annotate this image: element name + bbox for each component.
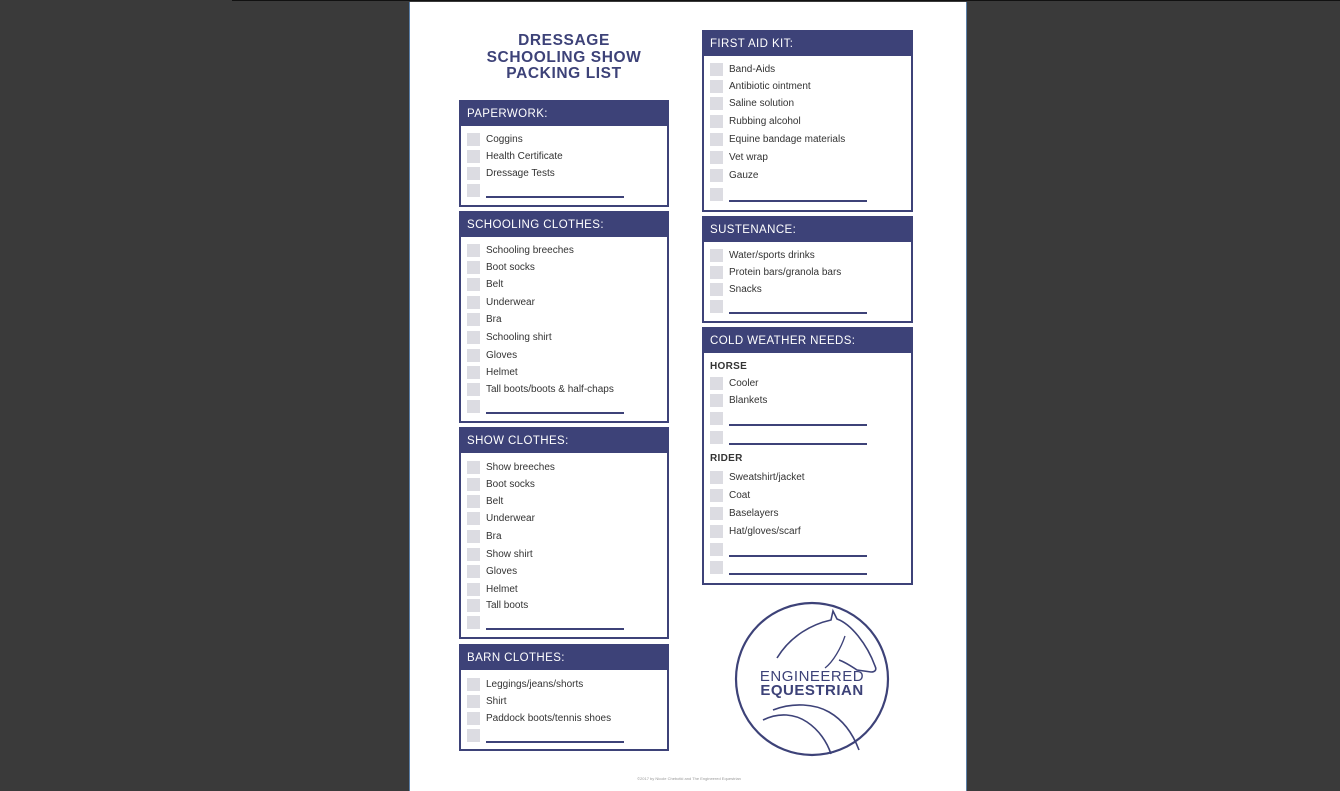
checkbox[interactable] (467, 296, 480, 309)
item-label: Gloves (486, 350, 518, 361)
item-label: Schooling breeches (486, 245, 574, 256)
checkbox[interactable] (467, 495, 480, 508)
checkbox[interactable] (710, 97, 723, 110)
checkbox[interactable] (467, 366, 480, 379)
write-in-line[interactable] (729, 555, 867, 557)
checkbox[interactable] (467, 478, 480, 491)
checkbox[interactable] (710, 394, 723, 407)
item-label: Belt (486, 279, 504, 290)
checkbox[interactable] (467, 184, 480, 197)
item-label: Sweatshirt/jacket (729, 472, 805, 483)
checkbox[interactable] (710, 188, 723, 201)
checkbox[interactable] (467, 331, 480, 344)
section-show-clothes (459, 427, 669, 639)
write-in-line[interactable] (729, 573, 867, 575)
checkbox[interactable] (710, 63, 723, 76)
checkbox[interactable] (467, 349, 480, 362)
checkbox[interactable] (467, 244, 480, 257)
title-line-1: DRESSAGE (518, 32, 610, 49)
write-in-line[interactable] (486, 628, 624, 630)
write-in-line[interactable] (729, 424, 867, 426)
item-label: Rubbing alcohol (729, 116, 801, 127)
item-label: Underwear (486, 297, 535, 308)
item-label: Tall boots/boots & half-chaps (486, 384, 614, 395)
checkbox[interactable] (467, 512, 480, 525)
checkbox[interactable] (467, 530, 480, 543)
write-in-line[interactable] (486, 741, 624, 743)
item-label: Leggings/jeans/shorts (486, 679, 584, 690)
checkbox[interactable] (710, 80, 723, 93)
item-label: Bra (486, 531, 502, 542)
checkbox[interactable] (467, 695, 480, 708)
section-heading: SUSTENANCE: (704, 218, 911, 242)
section-heading: PAPERWORK: (461, 102, 667, 126)
checkbox[interactable] (467, 150, 480, 163)
subheading-rider: RIDER (710, 453, 743, 464)
item-label: Baselayers (729, 508, 779, 519)
item-label: Cooler (729, 378, 759, 389)
item-label: Gloves (486, 566, 518, 577)
checkbox[interactable] (467, 599, 480, 612)
title-line-3: PACKING LIST (506, 65, 622, 82)
checkbox[interactable] (710, 525, 723, 538)
write-in-line[interactable] (729, 312, 867, 314)
checkbox[interactable] (710, 507, 723, 520)
item-label: Band-Aids (729, 64, 776, 75)
checkbox[interactable] (710, 431, 723, 444)
checkbox[interactable] (467, 548, 480, 561)
checkbox[interactable] (467, 133, 480, 146)
write-in-line[interactable] (486, 412, 624, 414)
section-first-aid-kit (702, 30, 913, 212)
section-barn-clothes (459, 644, 669, 751)
checkbox[interactable] (467, 261, 480, 274)
checkbox[interactable] (710, 266, 723, 279)
item-label: Equine bandage materials (729, 134, 846, 145)
item-label: Helmet (486, 367, 518, 378)
item-label: Coat (729, 490, 751, 501)
checkbox[interactable] (710, 283, 723, 296)
checkbox[interactable] (710, 412, 723, 425)
checkbox[interactable] (467, 583, 480, 596)
section-heading: SCHOOLING CLOTHES: (461, 213, 667, 237)
checkbox[interactable] (710, 169, 723, 182)
item-label: Paddock boots/tennis shoes (486, 713, 612, 724)
logo-text-line1: ENGINEERED (759, 668, 865, 685)
write-in-line[interactable] (729, 200, 867, 202)
logo-text-line2: EQUESTRIAN (760, 682, 864, 699)
item-label: Belt (486, 496, 504, 507)
rider-arm-outline (763, 715, 831, 754)
checkbox[interactable] (710, 151, 723, 164)
checkbox[interactable] (467, 565, 480, 578)
rider-hand-outline (773, 705, 859, 750)
item-label: Protein bars/granola bars (729, 267, 842, 278)
item-label: Blankets (729, 395, 768, 406)
item-label: Boot socks (486, 262, 535, 273)
item-label: Boot socks (486, 479, 535, 490)
checkbox[interactable] (467, 313, 480, 326)
checkbox[interactable] (710, 561, 723, 574)
item-label: Snacks (729, 284, 762, 295)
checkbox[interactable] (710, 543, 723, 556)
checkbox[interactable] (467, 278, 480, 291)
item-label: Dressage Tests (486, 168, 555, 179)
item-label: Helmet (486, 584, 518, 595)
write-in-line[interactable] (729, 443, 867, 445)
subheading-horse: HORSE (710, 361, 748, 372)
viewer-top-edge (232, 0, 1340, 1)
section-heading: BARN CLOTHES: (461, 646, 667, 670)
copyright-footer: ©2017 by Nicole Chebotki and The Engineered Equestrian (637, 776, 741, 781)
item-label: Gauze (729, 170, 759, 181)
section-sustenance (702, 216, 913, 323)
checkbox[interactable] (710, 300, 723, 313)
checkbox[interactable] (710, 133, 723, 146)
section-paperwork (459, 100, 669, 207)
item-label: Health Certificate (486, 151, 563, 162)
section-cold-weather-needs (702, 327, 913, 585)
item-label: Show shirt (486, 549, 533, 560)
title-line-2: SCHOOLING SHOW (486, 48, 642, 66)
item-label: Hat/gloves/scarf (729, 526, 801, 537)
item-label: Tall boots (486, 600, 529, 611)
section-schooling-clothes (459, 211, 669, 423)
checkbox[interactable] (467, 383, 480, 396)
item-label: Vet wrap (729, 152, 768, 163)
checkbox[interactable] (467, 678, 480, 691)
checkbox[interactable] (710, 377, 723, 390)
item-label: Water/sports drinks (729, 250, 815, 261)
page-title (459, 33, 669, 83)
engineered-equestrian-logo (733, 600, 891, 758)
checkbox[interactable] (467, 729, 480, 742)
item-label: Show breeches (486, 462, 555, 473)
checkbox[interactable] (467, 616, 480, 629)
checkbox[interactable] (710, 489, 723, 502)
item-label: Coggins (486, 134, 523, 145)
write-in-line[interactable] (486, 196, 624, 198)
item-label: Shirt (486, 696, 507, 707)
checkbox[interactable] (710, 249, 723, 262)
item-label: Bra (486, 314, 502, 325)
checkbox[interactable] (710, 471, 723, 484)
section-heading: SHOW CLOTHES: (461, 429, 667, 453)
checkbox[interactable] (467, 400, 480, 413)
item-label: Schooling shirt (486, 332, 552, 343)
checkbox[interactable] (467, 461, 480, 474)
item-label: Antibiotic ointment (729, 81, 811, 92)
section-heading: FIRST AID KIT: (704, 32, 911, 56)
item-label: Saline solution (729, 98, 795, 109)
checkbox[interactable] (467, 712, 480, 725)
item-label: Underwear (486, 513, 535, 524)
horse-neck-line (825, 636, 845, 668)
checkbox[interactable] (710, 115, 723, 128)
section-heading: COLD WEATHER NEEDS: (704, 329, 911, 353)
checkbox[interactable] (467, 167, 480, 180)
